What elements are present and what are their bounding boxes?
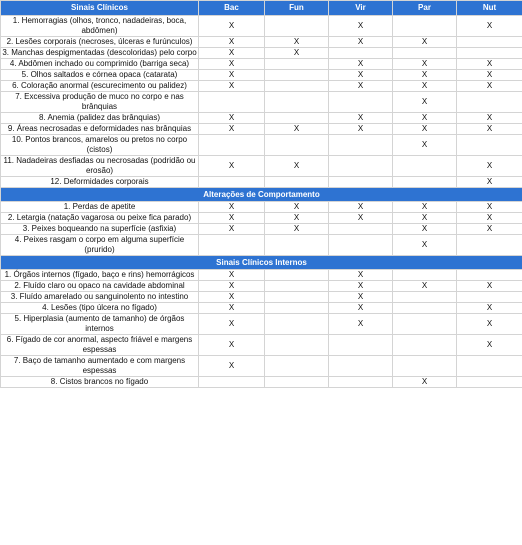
mark-cell-fun	[265, 281, 329, 292]
section-header-row	[1, 188, 522, 202]
mark-cell-vir	[329, 48, 393, 59]
mark-cell-bac: X	[199, 281, 265, 292]
row-description: 1. Órgãos internos (fígado, baço e rins) hemorrágicos	[1, 270, 199, 281]
table-row	[1, 356, 522, 377]
mark-cell-bac: X	[199, 356, 265, 377]
mark-cell-nut: X	[457, 16, 522, 37]
table-row	[1, 335, 522, 356]
mark-cell-par	[393, 303, 457, 314]
header-row	[1, 1, 522, 16]
row-description: 7. Excessiva produção de muco no corpo e nas brânquias	[1, 92, 199, 113]
mark-cell-bac: X	[199, 303, 265, 314]
row-description: 3. Peixes boqueando na superfície (asfixia)	[1, 224, 199, 235]
header-nut: Nut	[457, 1, 522, 16]
mark-cell-fun: X	[265, 224, 329, 235]
mark-cell-vir: X	[329, 37, 393, 48]
mark-cell-fun: X	[265, 124, 329, 135]
mark-cell-par: X	[393, 37, 457, 48]
mark-cell-vir	[329, 135, 393, 156]
mark-cell-nut	[457, 292, 522, 303]
mark-cell-bac: X	[199, 314, 265, 335]
row-description: 2. Letargia (natação vagarosa ou peixe fica parado)	[1, 213, 199, 224]
mark-cell-vir	[329, 92, 393, 113]
row-description: 9. Áreas necrosadas e deformidades nas brânquias	[1, 124, 199, 135]
table-row	[1, 81, 522, 92]
row-description: 4. Abdômen inchado ou comprimido (barriga seca)	[1, 59, 199, 70]
mark-cell-par: X	[393, 70, 457, 81]
mark-cell-bac: X	[199, 270, 265, 281]
table-row	[1, 270, 522, 281]
mark-cell-vir	[329, 377, 393, 388]
mark-cell-fun	[265, 235, 329, 256]
row-description: 4. Peixes rasgam o corpo em alguma superfície (prurido)	[1, 235, 199, 256]
row-description: 2. Fluído claro ou opaco na cavidade abdominal	[1, 281, 199, 292]
mark-cell-fun	[265, 377, 329, 388]
mark-cell-fun: X	[265, 156, 329, 177]
header-bac: Bac	[199, 1, 265, 16]
row-description: 1. Perdas de apetite	[1, 202, 199, 213]
mark-cell-nut: X	[457, 335, 522, 356]
mark-cell-nut: X	[457, 81, 522, 92]
mark-cell-nut: X	[457, 177, 522, 188]
mark-cell-nut	[457, 37, 522, 48]
table-row	[1, 156, 522, 177]
mark-cell-vir: X	[329, 303, 393, 314]
mark-cell-fun	[265, 135, 329, 156]
mark-cell-vir	[329, 356, 393, 377]
mark-cell-vir: X	[329, 16, 393, 37]
mark-cell-nut	[457, 235, 522, 256]
mark-cell-par: X	[393, 224, 457, 235]
mark-cell-vir: X	[329, 213, 393, 224]
mark-cell-nut: X	[457, 202, 522, 213]
row-description: 5. Hiperplasia (aumento de tamanho) de órgãos internos	[1, 314, 199, 335]
mark-cell-par	[393, 335, 457, 356]
section-title: Sinais Clínicos Internos	[1, 256, 522, 270]
table-row	[1, 202, 522, 213]
mark-cell-nut: X	[457, 70, 522, 81]
table-row	[1, 37, 522, 48]
mark-cell-par	[393, 292, 457, 303]
mark-cell-par: X	[393, 59, 457, 70]
mark-cell-bac: X	[199, 124, 265, 135]
mark-cell-bac	[199, 377, 265, 388]
mark-cell-bac	[199, 235, 265, 256]
section-header-row	[1, 256, 522, 270]
mark-cell-nut: X	[457, 281, 522, 292]
mark-cell-nut	[457, 92, 522, 113]
mark-cell-bac: X	[199, 59, 265, 70]
mark-cell-nut: X	[457, 124, 522, 135]
mark-cell-bac: X	[199, 224, 265, 235]
table-row	[1, 16, 522, 37]
mark-cell-vir: X	[329, 124, 393, 135]
mark-cell-fun	[265, 177, 329, 188]
table-row	[1, 281, 522, 292]
mark-cell-vir: X	[329, 314, 393, 335]
table-row	[1, 213, 522, 224]
row-description: 6. Fígado de cor anormal, aspecto friável e margens espessas	[1, 335, 199, 356]
mark-cell-bac: X	[199, 335, 265, 356]
mark-cell-nut: X	[457, 113, 522, 124]
table-row	[1, 303, 522, 314]
mark-cell-par: X	[393, 213, 457, 224]
mark-cell-vir: X	[329, 281, 393, 292]
row-description: 5. Olhos saltados e córnea opaca (catarata)	[1, 70, 199, 81]
section-title: Alterações de Comportamento	[1, 188, 522, 202]
mark-cell-vir	[329, 235, 393, 256]
mark-cell-fun: X	[265, 37, 329, 48]
mark-cell-par: X	[393, 113, 457, 124]
mark-cell-fun	[265, 92, 329, 113]
mark-cell-par: X	[393, 202, 457, 213]
header-par: Par	[393, 1, 457, 16]
mark-cell-par	[393, 270, 457, 281]
mark-cell-par	[393, 177, 457, 188]
mark-cell-fun: X	[265, 213, 329, 224]
mark-cell-vir: X	[329, 70, 393, 81]
mark-cell-vir	[329, 335, 393, 356]
table-row	[1, 124, 522, 135]
mark-cell-par: X	[393, 281, 457, 292]
header-fun: Fun	[265, 1, 329, 16]
mark-cell-par: X	[393, 81, 457, 92]
mark-cell-bac: X	[199, 202, 265, 213]
mark-cell-bac: X	[199, 292, 265, 303]
table-row	[1, 48, 522, 59]
header-vir: Vir	[329, 1, 393, 16]
mark-cell-bac: X	[199, 48, 265, 59]
mark-cell-bac	[199, 177, 265, 188]
mark-cell-par: X	[393, 124, 457, 135]
mark-cell-vir	[329, 156, 393, 177]
mark-cell-par	[393, 48, 457, 59]
table-row	[1, 92, 522, 113]
mark-cell-bac: X	[199, 37, 265, 48]
mark-cell-bac: X	[199, 156, 265, 177]
mark-cell-nut	[457, 356, 522, 377]
mark-cell-par: X	[393, 377, 457, 388]
table-row	[1, 113, 522, 124]
table-row	[1, 70, 522, 81]
mark-cell-bac: X	[199, 70, 265, 81]
table-row	[1, 135, 522, 156]
row-description: 8. Cistos brancos no fígado	[1, 377, 199, 388]
mark-cell-fun	[265, 356, 329, 377]
row-description: 8. Anemia (palidez das brânquias)	[1, 113, 199, 124]
mark-cell-nut	[457, 48, 522, 59]
mark-cell-nut: X	[457, 213, 522, 224]
table-row	[1, 235, 522, 256]
mark-cell-vir: X	[329, 113, 393, 124]
mark-cell-par	[393, 16, 457, 37]
mark-cell-fun	[265, 292, 329, 303]
table-row	[1, 177, 522, 188]
mark-cell-nut	[457, 135, 522, 156]
table-row	[1, 292, 522, 303]
mark-cell-fun	[265, 113, 329, 124]
table-row	[1, 59, 522, 70]
mark-cell-par	[393, 314, 457, 335]
mark-cell-fun: X	[265, 48, 329, 59]
mark-cell-nut: X	[457, 314, 522, 335]
mark-cell-par: X	[393, 235, 457, 256]
mark-cell-bac: X	[199, 16, 265, 37]
mark-cell-fun	[265, 16, 329, 37]
row-description: 12. Deformidades corporais	[1, 177, 199, 188]
row-description: 6. Coloração anormal (escurecimento ou palidez)	[1, 81, 199, 92]
mark-cell-bac: X	[199, 213, 265, 224]
mark-cell-fun	[265, 70, 329, 81]
mark-cell-par: X	[393, 135, 457, 156]
row-description: 2. Lesões corporais (necroses, úlceras e furúnculos)	[1, 37, 199, 48]
row-description: 10. Pontos brancos, amarelos ou pretos no corpo (cistos)	[1, 135, 199, 156]
mark-cell-vir	[329, 177, 393, 188]
mark-cell-fun	[265, 270, 329, 281]
mark-cell-nut: X	[457, 59, 522, 70]
mark-cell-vir: X	[329, 292, 393, 303]
mark-cell-nut	[457, 270, 522, 281]
mark-cell-fun	[265, 335, 329, 356]
table-row	[1, 377, 522, 388]
mark-cell-bac: X	[199, 113, 265, 124]
mark-cell-fun	[265, 59, 329, 70]
mark-cell-vir: X	[329, 59, 393, 70]
table-row	[1, 314, 522, 335]
mark-cell-par	[393, 356, 457, 377]
mark-cell-nut	[457, 377, 522, 388]
mark-cell-vir: X	[329, 202, 393, 213]
mark-cell-vir: X	[329, 81, 393, 92]
header-sinais-clinicos: Sinais Clínicos	[1, 1, 199, 16]
row-description: 1. Hemorragias (olhos, tronco, nadadeiras, boca, abdômen)	[1, 16, 199, 37]
mark-cell-fun	[265, 81, 329, 92]
mark-cell-nut: X	[457, 303, 522, 314]
mark-cell-vir	[329, 224, 393, 235]
mark-cell-fun	[265, 314, 329, 335]
mark-cell-nut: X	[457, 224, 522, 235]
mark-cell-nut: X	[457, 156, 522, 177]
row-description: 11. Nadadeiras desfiadas ou necrosadas (podridão ou erosão)	[1, 156, 199, 177]
mark-cell-bac	[199, 135, 265, 156]
mark-cell-fun: X	[265, 202, 329, 213]
row-description: 4. Lesões (tipo úlcera no fígado)	[1, 303, 199, 314]
row-description: 3. Fluído amarelado ou sanguinolento no intestino	[1, 292, 199, 303]
mark-cell-par: X	[393, 92, 457, 113]
mark-cell-bac: X	[199, 81, 265, 92]
mark-cell-bac	[199, 92, 265, 113]
mark-cell-par	[393, 156, 457, 177]
mark-cell-fun	[265, 303, 329, 314]
row-description: 7. Baço de tamanho aumentado e com margens espessas	[1, 356, 199, 377]
table-row	[1, 224, 522, 235]
row-description: 3. Manchas despigmentadas (descoloridas) pelo corpo	[2, 48, 197, 57]
mark-cell-vir: X	[329, 270, 393, 281]
